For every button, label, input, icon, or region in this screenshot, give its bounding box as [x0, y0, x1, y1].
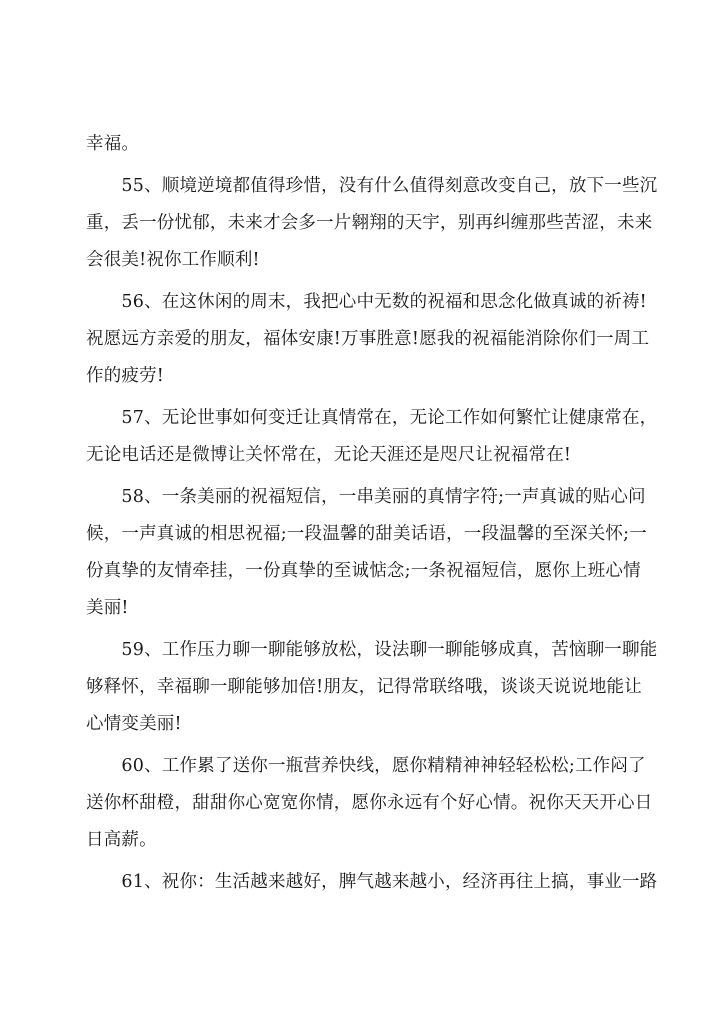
paragraph [86, 748, 653, 859]
text-line: 日高薪。 [86, 830, 157, 850]
text-line: 送你杯甜橙，甜甜你心宽宽你情，愿你永远有个好心情。祝你天天开心日 [86, 793, 653, 813]
text-line: 56、在这休闲的周末，我把心中无数的祝福和思念化做真诚的祈祷! [86, 292, 647, 312]
paragraph [86, 126, 646, 163]
text-line: 60、工作累了送你一瓶营养快线，愿你精精神神轻轻松松;工作闷了 [86, 756, 646, 776]
text-line: 61、祝你：生活越来越好，脾气越来越小，经济再往上搞，事业一路 [86, 872, 658, 892]
text-line: 份真挚的友情牵挂，一份真挚的至诚惦念;一条祝福短信，愿你上班心情 [86, 561, 641, 581]
text-line: 够释怀，幸福聊一聊能够加倍!朋友，记得常联络哦，谈谈天说说地能让 [86, 677, 642, 697]
text-line: 无论电话还是微博让关怀常在，无论天涯还是咫尺让祝福常在! [86, 445, 572, 465]
paragraph [86, 632, 658, 743]
text-line: 58、一条美丽的祝福短信，一串美丽的真情字符;一声真诚的贴心问 [86, 487, 646, 507]
text-line: 55、顺境逆境都值得珍惜，没有什么值得刻意改变自己，放下一些沉 [86, 176, 658, 196]
text-line: 重，丢一份忧郁，未来才会多一片翱翔的天宇，别再纠缠那些苦涩，未来 [86, 213, 653, 233]
text-line: 会很美!祝你工作顺利! [86, 250, 260, 270]
paragraph [86, 284, 650, 395]
document-body [86, 126, 658, 901]
text-line: 幸福。 [86, 134, 140, 154]
text-line: 美丽! [86, 598, 129, 618]
paragraph [86, 400, 658, 474]
text-line: 心情变美丽! [86, 714, 182, 734]
paragraph [86, 864, 658, 901]
paragraph [86, 479, 646, 627]
text-line: 祝愿远方亲爱的朋友，福体安康!万事胜意!愿我的祝福能消除你们一周工 [86, 329, 650, 349]
text-line: 57、无论世事如何变迁让真情常在，无论工作如何繁忙让健康常在， [86, 408, 658, 428]
text-line: 候，一声真诚的相思祝福;一段温馨的甜美话语，一段温馨的至深关怀;一 [86, 524, 647, 544]
text-line: 59、工作压力聊一聊能够放松，设法聊一聊能够成真，苦恼聊一聊能 [86, 640, 658, 660]
paragraph [86, 168, 658, 279]
text-line: 作的疲劳! [86, 366, 165, 386]
